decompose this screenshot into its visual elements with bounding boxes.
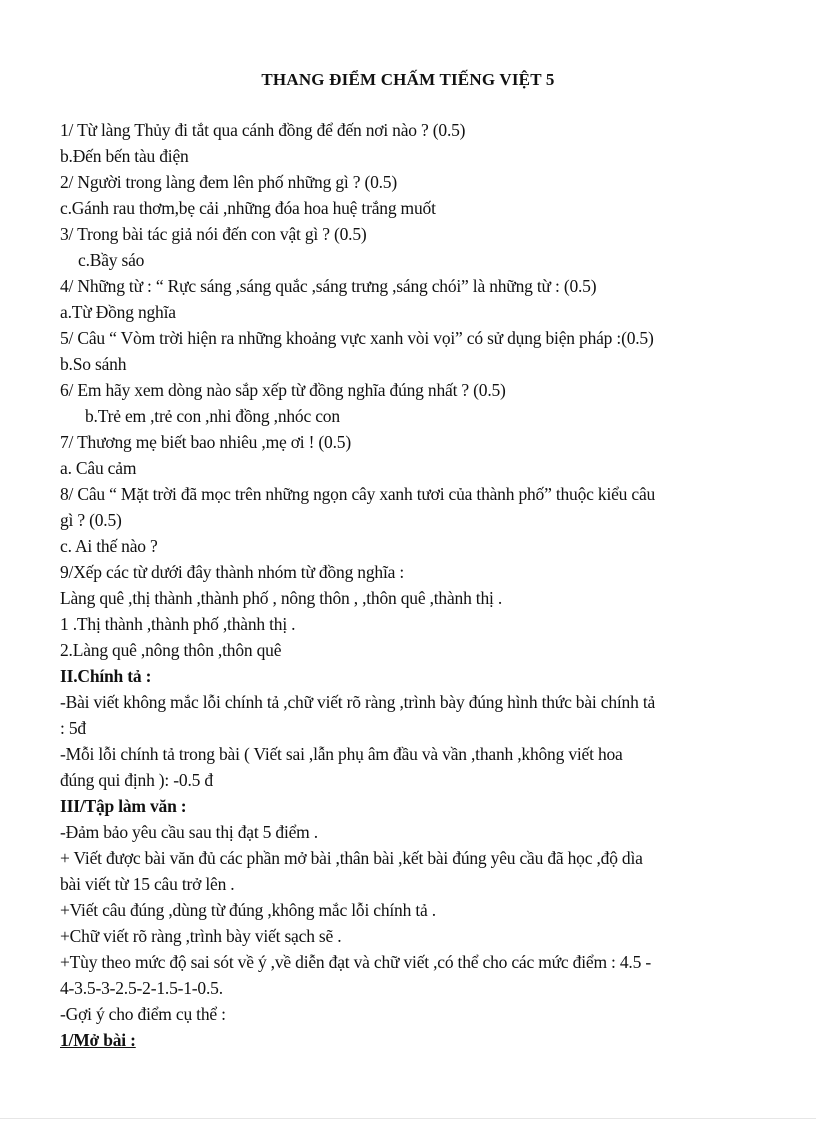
tap-lam-van-criterion-1-continued: bài viết từ 15 câu trở lên . <box>60 874 235 894</box>
chinh-ta-criterion-1-score: : 5đ <box>60 718 86 738</box>
section-heading-chinh-ta: II.Chính tả : <box>60 666 152 686</box>
chinh-ta-criterion-1: -Bài viết không mắc lỗi chính tả ,chữ viết rõ ràng ,trình bày đúng hình thức bài chính tả <box>60 692 656 712</box>
question-6: 6/ Em hãy xem dòng nào sắp xếp từ đồng nghĩa đúng nhất ? (0.5) <box>60 380 506 400</box>
question-8: 8/ Câu “ Mặt trời đã mọc trên những ngọn cây xanh tươi của thành phố” thuộc kiểu câu <box>60 484 656 504</box>
answer-1: b.Đến bến tàu điện <box>60 146 189 166</box>
page-title: THANG ĐIỂM CHẤM TIẾNG VIỆT 5 <box>261 70 555 89</box>
subheading-mo-bai: 1/Mở bài : <box>60 1030 136 1050</box>
question-3: 3/ Trong bài tác giả nói đến con vật gì ? (0.5) <box>60 224 367 244</box>
answer-5: b.So sánh <box>60 354 127 374</box>
tap-lam-van-requirement: -Đảm bảo yêu cầu sau thị đạt 5 điểm . <box>60 822 318 842</box>
answer-7: a. Câu cảm <box>60 458 137 478</box>
page-edge-divider <box>0 1118 816 1119</box>
question-4: 4/ Những từ : “ Rực sáng ,sáng quắc ,sáng trưng ,sáng chói” là những từ : (0.5) <box>60 276 597 296</box>
answer-key-body <box>60 117 760 1053</box>
question-7: 7/ Thương mẹ biết bao nhiêu ,mẹ ơi ! (0.5) <box>60 432 351 452</box>
scoring-guidance: -Gợi ý cho điểm cụ thể : <box>60 1004 226 1024</box>
answer-9-group-2: 2.Làng quê ,nông thôn ,thôn quê <box>60 640 282 660</box>
tap-lam-van-criterion-3: +Chữ viết rõ ràng ,trình bày viết sạch sẽ . <box>60 926 342 946</box>
question-9: 9/Xếp các từ dưới đây thành nhóm từ đồng nghĩa : <box>60 562 405 582</box>
section-heading-tap-lam-van: III/Tập làm văn : <box>60 796 187 816</box>
answer-9-group-1: 1 .Thị thành ,thành phố ,thành thị . <box>60 614 296 634</box>
question-2: 2/ Người trong làng đem lên phố những gì ? (0.5) <box>60 172 397 192</box>
answer-2: c.Gánh rau thơm,bẹ cải ,những đóa hoa huệ trắng muốt <box>60 198 436 218</box>
tap-lam-van-criterion-4: +Tùy theo mức độ sai sót về ý ,về diễn đạt và chữ viết ,có thể cho các mức điểm : 4.5 - <box>60 952 651 972</box>
answer-3: c.Bầy sáo <box>78 250 145 270</box>
answer-4: a.Từ Đồng nghĩa <box>60 302 176 322</box>
answer-6: b.Trẻ em ,trẻ con ,nhi đồng ,nhóc con <box>85 406 340 426</box>
chinh-ta-criterion-2-continued: đúng qui định ): -0.5 đ <box>60 770 213 790</box>
tap-lam-van-score-levels: 4-3.5-3-2.5-2-1.5-1-0.5. <box>60 978 223 998</box>
tap-lam-van-criterion-2: +Viết câu đúng ,dùng từ đúng ,không mắc lỗi chính tả . <box>60 900 436 920</box>
chinh-ta-criterion-2: -Mỗi lỗi chính tả trong bài ( Viết sai ,lẫn phụ âm đầu và vần ,thanh ,không viết hoa <box>60 744 623 764</box>
question-9-words: Làng quê ,thị thành ,thành phố , nông thôn , ,thôn quê ,thành thị . <box>60 588 503 608</box>
question-5: 5/ Câu “ Vòm trời hiện ra những khoảng vực xanh vòi vọi” có sử dụng biện pháp :(0.5) <box>60 328 654 348</box>
answer-8: c. Ai thế nào ? <box>60 536 158 556</box>
tap-lam-van-criterion-1: + Viết được bài văn đủ các phần mở bài ,thân bài ,kết bài đúng yêu cầu đã học ,độ dìa <box>60 848 643 868</box>
question-1: 1/ Từ làng Thủy đi tắt qua cánh đồng để đến nơi nào ? (0.5) <box>60 120 466 140</box>
question-8-continued: gì ? (0.5) <box>60 510 122 530</box>
